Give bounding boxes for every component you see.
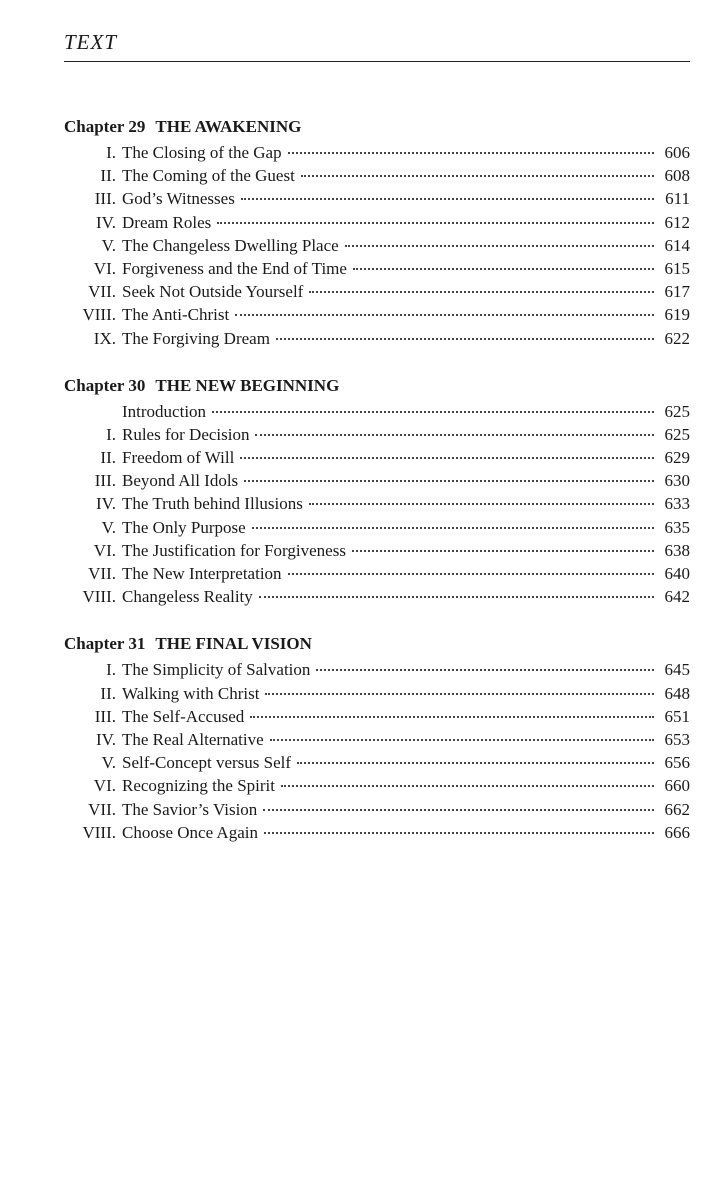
- dot-leader: [212, 411, 654, 413]
- page-number: 622: [664, 328, 690, 348]
- section-numeral: VII.: [88, 564, 116, 583]
- toc-entry: [64, 658, 690, 681]
- toc-entry: [64, 187, 690, 210]
- dot-leader: [240, 457, 654, 459]
- dot-leader: [297, 762, 654, 764]
- section-title: The Only Purpose: [122, 517, 246, 537]
- section-numeral: IV.: [96, 729, 116, 749]
- chapter-title: THE AWAKENING: [155, 117, 302, 136]
- page-number: 629: [664, 448, 690, 468]
- toc-entry: [64, 280, 690, 303]
- toc-entry: [64, 492, 690, 515]
- section-numeral: III.: [94, 471, 116, 491]
- dot-leader: [288, 152, 654, 154]
- section-title: The Self-Accused: [122, 706, 245, 726]
- section-title: Walking with Christ: [122, 683, 260, 703]
- toc-entry: [64, 728, 690, 751]
- section-numeral: VII.: [88, 282, 116, 302]
- section-title: The Forgiving Dream: [122, 328, 270, 348]
- section-title: The Closing of the Gap: [122, 143, 282, 162]
- section-title: Forgiveness and the End of Time: [122, 258, 347, 278]
- dot-leader: [264, 832, 654, 834]
- toc-entry: [64, 798, 690, 821]
- section-numeral: III.: [94, 189, 116, 209]
- section-numeral: III.: [94, 706, 116, 726]
- chapter-number: Chapter 30: [64, 375, 146, 395]
- toc-entry: [64, 446, 690, 469]
- table-of-contents: [64, 113, 690, 866]
- toc-entry: [64, 400, 690, 423]
- dot-leader: [252, 527, 654, 529]
- toc-entry: [64, 562, 690, 585]
- chapter-heading: [64, 372, 690, 400]
- section-numeral: VI.: [93, 540, 116, 560]
- dot-leader: [241, 198, 654, 200]
- section-numeral: V.: [101, 235, 116, 255]
- section-numeral: IV.: [96, 494, 116, 514]
- chapter-heading: [64, 113, 690, 141]
- dot-leader: [217, 222, 654, 224]
- dot-leader: [352, 550, 654, 552]
- dot-leader: [244, 480, 654, 482]
- section-title: Recognizing the Spirit: [122, 776, 275, 796]
- toc-entry: [64, 211, 690, 234]
- section-title: Changeless Reality: [122, 587, 253, 607]
- section-numeral: IX.: [93, 328, 116, 348]
- toc-entry: [64, 774, 690, 797]
- dot-leader: [250, 716, 654, 718]
- dot-leader: [265, 693, 654, 695]
- page-number: 666: [664, 822, 690, 842]
- section-title: Choose Once Again: [122, 822, 258, 842]
- dot-leader: [235, 314, 654, 316]
- page-number: 640: [664, 564, 690, 583]
- toc-entry: [64, 234, 690, 257]
- toc-entry: [64, 705, 690, 728]
- section-title: Introduction: [122, 401, 207, 421]
- chapter-title: THE FINAL VISION: [155, 634, 312, 654]
- page-number: 645: [664, 660, 690, 680]
- page-number: 662: [664, 799, 690, 819]
- chapter-section: [64, 372, 690, 609]
- dot-leader: [345, 245, 654, 247]
- dot-leader: [316, 669, 654, 671]
- section-title: Dream Roles: [122, 212, 212, 232]
- chapter-section: [64, 630, 690, 844]
- section-numeral: V.: [101, 517, 116, 537]
- section-title: The Coming of the Guest: [122, 166, 295, 186]
- section-numeral: I.: [106, 660, 116, 680]
- section-title: The Savior’s Vision: [122, 799, 258, 819]
- page-number: 625: [664, 424, 690, 444]
- page-number: 617: [664, 282, 690, 302]
- page-number: 635: [664, 517, 690, 537]
- header-rule: [64, 61, 690, 62]
- section-title: Rules for Decision: [122, 424, 250, 444]
- section-numeral: VI.: [93, 258, 116, 278]
- toc-entry: [64, 257, 690, 280]
- section-title: The Simplicity of Salvation: [122, 660, 311, 680]
- section-title: The Changeless Dwelling Place: [122, 235, 339, 255]
- toc-entry: [64, 303, 690, 326]
- toc-entry: [64, 423, 690, 446]
- toc-entry: [64, 141, 690, 164]
- dot-leader: [263, 809, 654, 811]
- section-numeral: II.: [100, 683, 116, 703]
- section-numeral: VII.: [88, 799, 116, 819]
- section-title: Beyond All Idols: [122, 471, 239, 491]
- page-number: 611: [665, 189, 690, 209]
- dot-leader: [309, 291, 654, 293]
- page-number: 606: [664, 143, 690, 162]
- chapter-number: Chapter 31: [64, 634, 146, 654]
- section-title: The New Interpretation: [122, 564, 282, 583]
- section-numeral: VIII.: [82, 305, 116, 325]
- dot-leader: [309, 503, 654, 505]
- running-head: TEXT: [64, 30, 118, 54]
- toc-entry: [64, 821, 690, 844]
- toc-entry: [64, 327, 690, 350]
- section-numeral: VI.: [93, 776, 116, 796]
- section-title: The Real Alternative: [122, 729, 264, 749]
- page-number: 614: [664, 235, 690, 255]
- toc-entry: [64, 585, 690, 608]
- section-numeral: VIII.: [82, 587, 116, 607]
- page-number: 615: [664, 258, 690, 278]
- section-numeral: I.: [106, 424, 116, 444]
- section-title: The Anti-Christ: [122, 305, 230, 325]
- dot-leader: [276, 338, 654, 340]
- page-number: 642: [664, 587, 690, 607]
- section-numeral: II.: [100, 166, 116, 186]
- page-number: 625: [664, 401, 690, 421]
- section-title: The Truth behind Illusions: [122, 494, 303, 514]
- section-title: God’s Witnesses: [122, 189, 235, 209]
- toc-entry: [64, 164, 690, 187]
- page-number: 633: [664, 494, 690, 514]
- section-numeral: II.: [100, 448, 116, 468]
- page-number: 648: [664, 683, 690, 703]
- dot-leader: [259, 596, 654, 598]
- toc-entry: [64, 516, 690, 539]
- page-number: 656: [664, 753, 690, 773]
- section-numeral: I.: [106, 143, 116, 162]
- toc-entry: [64, 539, 690, 562]
- page-number: 630: [664, 471, 690, 491]
- chapter-number: Chapter 29: [64, 117, 146, 136]
- page-number: 608: [664, 166, 690, 186]
- page-number: 660: [664, 776, 690, 796]
- dot-leader: [270, 739, 654, 741]
- dot-leader: [301, 175, 654, 177]
- section-title: Freedom of Will: [122, 448, 235, 468]
- page-number: 651: [664, 706, 690, 726]
- dot-leader: [281, 785, 654, 787]
- chapter-title: THE NEW BEGINNING: [155, 375, 340, 395]
- toc-entry: [64, 682, 690, 705]
- dot-leader: [288, 573, 654, 575]
- chapter-heading: [64, 630, 690, 658]
- toc-entry: [64, 751, 690, 774]
- page-number: 619: [664, 305, 690, 325]
- section-title: The Justification for Forgiveness: [122, 540, 346, 560]
- section-numeral: IV.: [96, 212, 116, 232]
- chapter-section: [64, 113, 690, 350]
- section-title: Self-Concept versus Self: [122, 753, 292, 773]
- section-numeral: V.: [101, 753, 116, 773]
- section-numeral: VIII.: [82, 822, 116, 842]
- dot-leader: [353, 268, 654, 270]
- page-number: 612: [664, 212, 690, 232]
- dot-leader: [255, 434, 654, 436]
- page-number: 638: [664, 540, 690, 560]
- toc-entry: [64, 469, 690, 492]
- section-title: Seek Not Outside Yourself: [122, 282, 304, 302]
- page-number: 653: [664, 729, 690, 749]
